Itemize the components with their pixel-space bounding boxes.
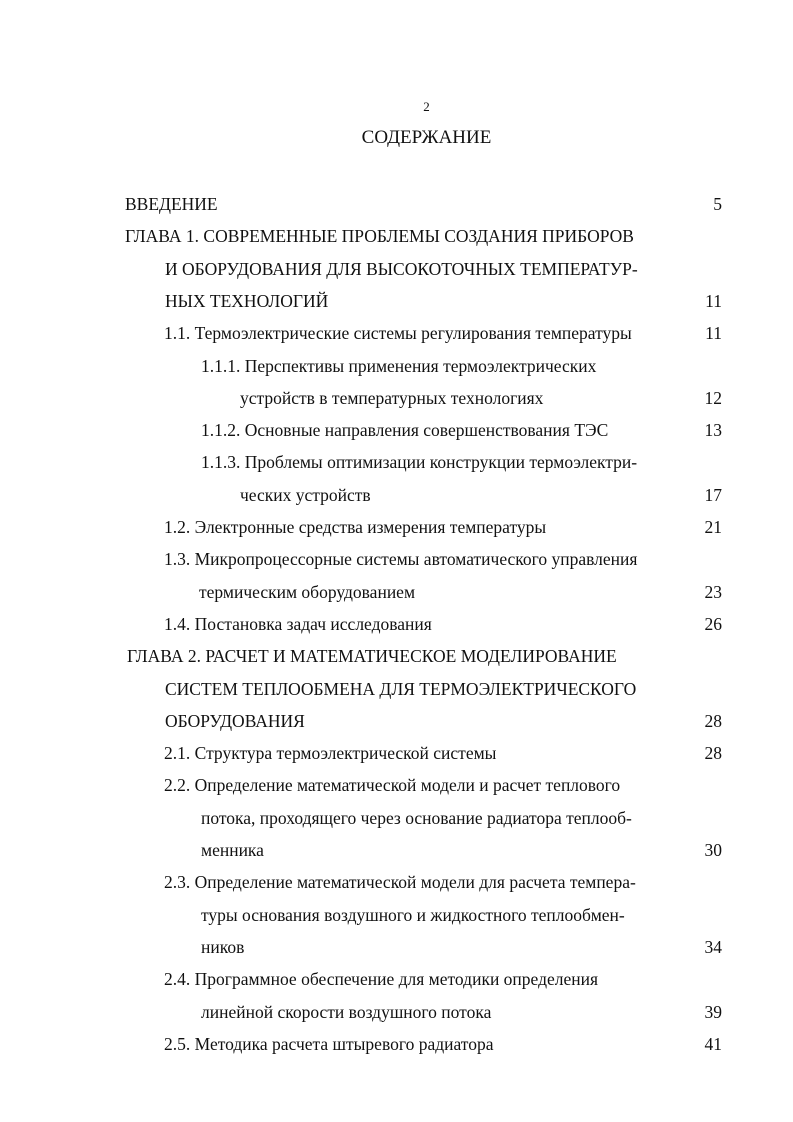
toc-page-number: 11 (705, 323, 722, 344)
toc-page-number: 41 (704, 1033, 722, 1054)
toc-entry-text: ников (201, 936, 245, 957)
toc-page-number: 17 (704, 484, 722, 505)
toc-entry-text: устройств в температурных технологиях (240, 387, 544, 408)
toc-page-number: 5 (713, 194, 722, 214)
toc-entry-text: 1.4. Постановка задач исследования (164, 613, 432, 634)
page-number: 2 (423, 99, 430, 114)
toc-entry-text: ческих устройств (240, 484, 371, 505)
toc-page-number: 28 (704, 710, 722, 731)
toc-entry-text: 2.1. Структура термоэлектрической системы (164, 743, 497, 764)
toc-entry-text: СИСТЕМ ТЕПЛООБМЕНА ДЛЯ ТЕРМОЭЛЕКТРИЧЕСКОГО (165, 678, 637, 699)
toc-entry-text: 1.1.2. Основные направления совершенствования ТЭС (201, 420, 609, 441)
toc-entry-text: 2.4. Программное обеспечение для методики определения (164, 969, 599, 990)
toc-page-number: 11 (705, 290, 722, 311)
toc-entry-text: потока, проходящего через основание радиатора теплооб- (201, 807, 632, 828)
toc-entry-text: 1.1.1. Перспективы применения термоэлектрических (201, 355, 597, 376)
toc-page-number: 28 (704, 743, 722, 764)
toc-entry-text: ОБОРУДОВАНИЯ (165, 710, 305, 731)
toc-page-number: 21 (704, 517, 722, 537)
toc-page-number: 26 (704, 613, 722, 634)
toc-entry-text: туры основания воздушного и жидкостного теплообмен- (201, 904, 625, 925)
toc-entry-text: 1.1.3. Проблемы оптимизации конструкции термоэлектри- (201, 452, 638, 473)
toc-page-number: 34 (704, 936, 722, 957)
toc-entry-text: 1.3. Микропроцессорные системы автоматического управления (164, 549, 638, 570)
toc-entry-text: термическим оборудованием (199, 581, 416, 602)
page-title: СОДЕРЖАНИЕ (361, 127, 492, 148)
toc-page-number: 39 (704, 1001, 722, 1022)
toc-entry-text: менника (201, 840, 264, 860)
toc-entry-text: 2.5. Методика расчета штыревого радиатора (164, 1033, 494, 1054)
toc-entry-text: И ОБОРУДОВАНИЯ ДЛЯ ВЫСОКОТОЧНЫХ ТЕМПЕРАТУР- (165, 258, 638, 279)
toc-entry-text: 2.2. Определение математической модели и расчет теплового (164, 775, 621, 796)
toc-entry-text: 1.2. Электронные средства измерения температуры (164, 517, 547, 537)
toc-page-number: 13 (704, 420, 722, 441)
toc-page-number: 23 (704, 581, 722, 602)
toc-entry-text: ГЛАВА 2. РАСЧЕТ И МАТЕМАТИЧЕСКОЕ МОДЕЛИРОВАНИЕ (127, 646, 617, 667)
toc-entry-text: ВВЕДЕНИЕ (125, 194, 218, 214)
toc-page-number: 30 (704, 840, 722, 860)
toc-entry-text: 2.3. Определение математической модели для расчета темпера- (164, 872, 636, 893)
toc-entry-text: ГЛАВА 1. СОВРЕМЕННЫЕ ПРОБЛЕМЫ СОЗДАНИЯ ПРИБОРОВ (125, 226, 634, 247)
toc-entry-text: линейной скорости воздушного потока (201, 1001, 492, 1022)
toc-entry-text: НЫХ ТЕХНОЛОГИЙ (165, 290, 329, 311)
toc-entry-text: 1.1. Термоэлектрические системы регулирования температуры (164, 323, 632, 344)
toc-page-number: 12 (704, 387, 722, 408)
